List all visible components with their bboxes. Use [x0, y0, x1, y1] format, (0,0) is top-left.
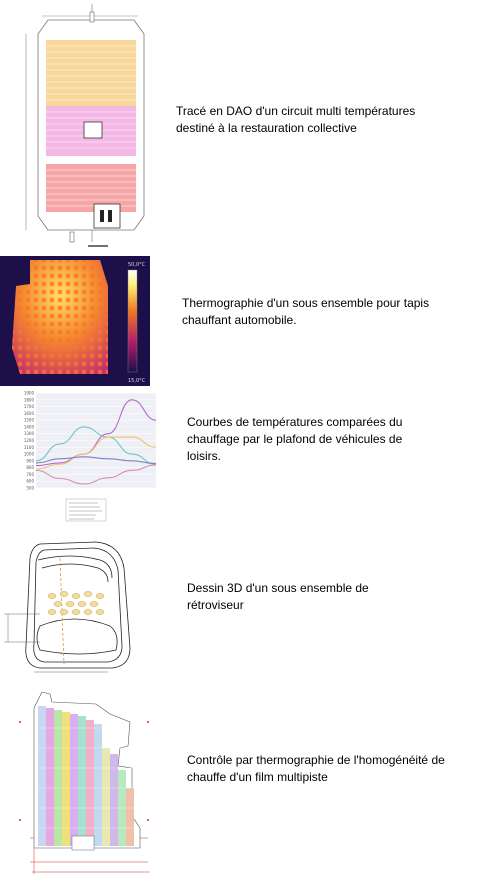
thermal-image — [0, 256, 150, 386]
chart-y-tick-label: 1500 — [23, 417, 34, 423]
cad-drawing — [8, 2, 158, 250]
mirror-3d-drawing — [0, 538, 150, 678]
thermal-scale-bottom: 15,0°C — [128, 378, 146, 384]
chart-y-tick-label: 600 — [26, 478, 34, 484]
chart-y-tick-label: 500 — [26, 485, 34, 491]
item-4-image — [0, 538, 150, 678]
item-4-caption: Dessin 3D d'un sous ensemble de rétroviseur — [187, 581, 369, 612]
chart-y-tick-label: 1100 — [23, 444, 34, 450]
item-1-image — [8, 2, 158, 250]
item-3-caption: Courbes de températures comparées du chauffage par le plafond de véhicules de loisirs. — [187, 415, 403, 463]
item-5-caption: Contrôle par thermographie de l'homogénéité de chauffe d'un film multipiste — [187, 753, 445, 784]
chart-y-tick-label: 1400 — [23, 424, 34, 430]
chart-y-tick-label: 900 — [26, 458, 34, 464]
chart-y-tick-label: 1700 — [23, 404, 34, 410]
temperature-chart — [8, 389, 158, 524]
item-2-caption: Thermographie d'un sous ensemble pour tapis chauffant automobile. — [182, 296, 430, 327]
chart-y-tick-label: 1200 — [23, 438, 34, 443]
item-3-image — [8, 389, 158, 524]
item-2-image — [0, 256, 150, 386]
chart-y-tick-label: 1300 — [23, 431, 34, 437]
multitrack-film-thermography — [0, 688, 158, 883]
chart-y-tick-label: 700 — [26, 471, 34, 477]
chart-y-tick-label: 1900 — [23, 390, 34, 396]
thermal-scale-top: 50,0°C — [128, 262, 146, 268]
item-1-caption: Tracé en DAO d'un circuit multi températures destiné à la restauration collective — [176, 104, 416, 135]
chart-y-tick-label: 800 — [26, 465, 34, 471]
item-5-image — [0, 688, 158, 883]
chart-y-tick-label: 1000 — [23, 451, 34, 457]
chart-legend — [66, 499, 106, 521]
chart-y-tick-label: 1600 — [23, 410, 34, 416]
chart-y-tick-label: 1800 — [23, 397, 34, 403]
